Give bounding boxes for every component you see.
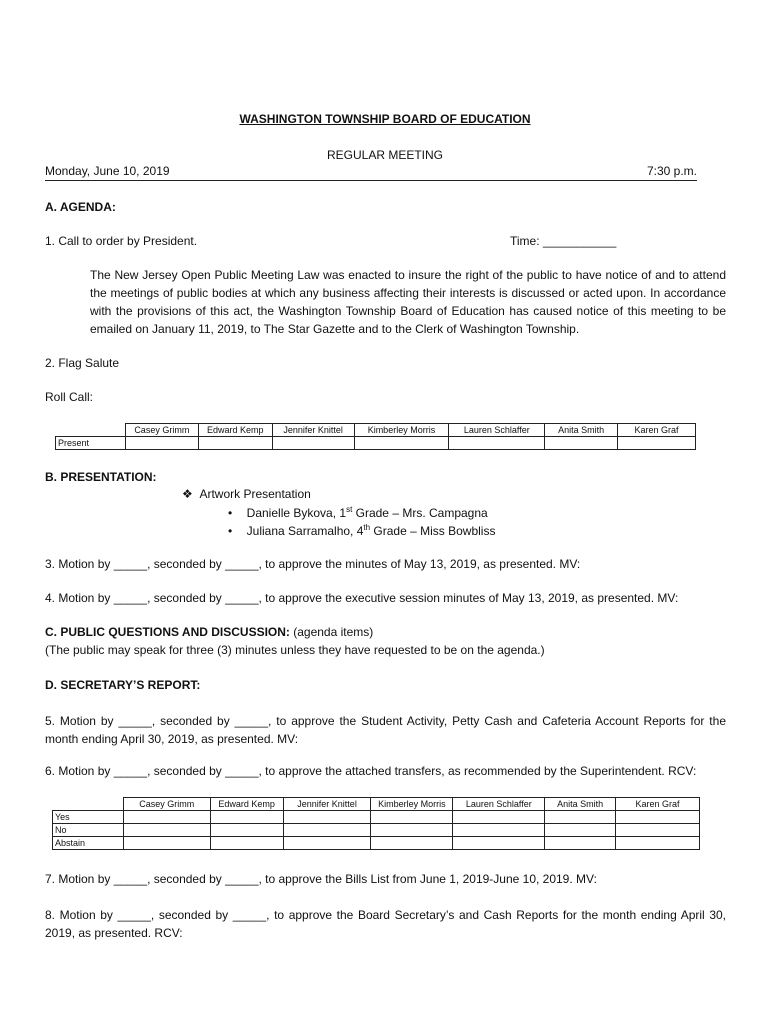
meeting-type: REGULAR MEETING bbox=[326, 148, 443, 162]
vote-cell bbox=[198, 437, 272, 450]
date-line bbox=[45, 164, 697, 181]
vote-cell bbox=[616, 837, 700, 850]
motion-7: 7. Motion by _____, seconded by _____, to approve the Bills List from June 1, 2019-June 10, 2019. MV: bbox=[45, 872, 597, 886]
vote-cell bbox=[453, 837, 545, 850]
member-header: Edward Kemp bbox=[198, 424, 272, 437]
agenda-item-1: 1. Call to order by President. bbox=[45, 234, 198, 248]
member-header: Jennifer Knittel bbox=[272, 424, 354, 437]
member-header: Anita Smith bbox=[545, 424, 618, 437]
open-meeting-notice: The New Jersey Open Public Meeting Law was enacted to insure the right of the public to have notice of and to attend the meetings of public bodies at which any business affecting their interests is discussed or acted upon. In accordance with the provisions of this act, the Washington Township Board of Education has caused notice of this meeting to be emailed on January 11, 2019, to The Star Gazette and to the Clerk of Washington Township. bbox=[90, 268, 726, 336]
vote-cell bbox=[123, 837, 210, 850]
motion-3: 3. Motion by _____, seconded by _____, to approve the minutes of May 13, 2019, as presented. MV: bbox=[45, 557, 581, 571]
vote-cell bbox=[210, 811, 283, 824]
motion-5: 5. Motion by _____, seconded by _____, to approve the Student Activity, Petty Cash and Cafeteria Account Reports for the month ending April 30, 2019, as presented. MV: bbox=[45, 714, 726, 746]
vote-cell bbox=[123, 824, 210, 837]
table-row bbox=[53, 824, 700, 837]
subitem-text-tail: Grade – Miss Bowbliss bbox=[370, 524, 496, 538]
vote-cell bbox=[283, 824, 371, 837]
bullet-icon: • bbox=[228, 506, 233, 520]
diamond-bullet-icon: ❖ bbox=[182, 487, 193, 501]
vote-cell bbox=[449, 437, 545, 450]
row-label: Abstain bbox=[53, 837, 124, 850]
roll-call-table bbox=[55, 423, 696, 450]
member-header: Karen Graf bbox=[618, 424, 696, 437]
vote-cell bbox=[371, 837, 453, 850]
row-label: Present bbox=[56, 437, 126, 450]
member-header: Jennifer Knittel bbox=[283, 798, 371, 811]
agenda-heading: A. AGENDA: bbox=[45, 200, 116, 214]
vote-cell bbox=[545, 811, 616, 824]
subitem-text-tail: Grade – Mrs. Campagna bbox=[352, 506, 488, 520]
member-header: Casey Grimm bbox=[123, 798, 210, 811]
presentation-item-label: Artwork Presentation bbox=[199, 487, 311, 501]
motion-4: 4. Motion by _____, seconded by _____, to approve the executive session minutes of May 13, 2019, as presented. MV: bbox=[45, 591, 679, 605]
member-header: Anita Smith bbox=[545, 798, 616, 811]
roll-call-label: Roll Call: bbox=[45, 390, 94, 404]
subitem-text: Danielle Bykova, 1 bbox=[246, 506, 347, 520]
motion-6: 6. Motion by _____, seconded by _____, to approve the attached transfers, as recommended by the Superintendent. RCV: bbox=[45, 764, 697, 778]
vote-cell bbox=[616, 811, 700, 824]
member-header: Kimberley Morris bbox=[371, 798, 453, 811]
member-header: Edward Kemp bbox=[210, 798, 283, 811]
vote-cell bbox=[283, 811, 371, 824]
public-heading bbox=[45, 625, 373, 639]
public-note: (The public may speak for three (3) minutes unless they have requested to be on the agenda.) bbox=[45, 643, 545, 657]
motion-8: 8. Motion by _____, seconded by _____, to approve the Board Secretary’s and Cash Reports for the month ending April 30, 2019, as presented. RCV: bbox=[45, 908, 726, 940]
vote-cell bbox=[545, 837, 616, 850]
vote-cell bbox=[354, 437, 449, 450]
member-header: Kimberley Morris bbox=[354, 424, 449, 437]
vote-cell bbox=[616, 824, 700, 837]
secretary-heading: D. SECRETARY’S REPORT: bbox=[45, 678, 201, 692]
table-header-row bbox=[53, 798, 700, 811]
bullet-icon: • bbox=[228, 524, 233, 538]
table-corner-cell bbox=[53, 798, 124, 811]
vote-cell bbox=[545, 437, 618, 450]
vote-cell bbox=[453, 824, 545, 837]
presentation-item bbox=[182, 487, 311, 501]
vote-cell bbox=[125, 437, 198, 450]
public-heading-label: C. PUBLIC QUESTIONS AND DISCUSSION: bbox=[45, 625, 290, 639]
document-title: WASHINGTON TOWNSHIP BOARD OF EDUCATION bbox=[239, 112, 531, 126]
table-row bbox=[56, 437, 696, 450]
presentation-subitem-1 bbox=[228, 505, 488, 520]
member-header: Casey Grimm bbox=[125, 424, 198, 437]
subitem-text: Juliana Sarramalho, 4 bbox=[246, 524, 364, 538]
public-heading-suffix: (agenda items) bbox=[289, 625, 374, 639]
vote-table bbox=[52, 797, 700, 850]
presentation-subitem-2 bbox=[228, 523, 495, 538]
subitem-superscript: st bbox=[346, 505, 353, 514]
presentation-heading: B. PRESENTATION: bbox=[45, 470, 157, 484]
vote-cell bbox=[210, 824, 283, 837]
table-corner-cell bbox=[56, 424, 126, 437]
vote-cell bbox=[283, 837, 371, 850]
vote-cell bbox=[545, 824, 616, 837]
subitem-superscript: th bbox=[363, 523, 371, 532]
member-header: Lauren Schlaffer bbox=[453, 798, 545, 811]
member-header: Lauren Schlaffer bbox=[449, 424, 545, 437]
meeting-date: Monday, June 10, 2019 bbox=[45, 164, 170, 178]
vote-cell bbox=[123, 811, 210, 824]
vote-cell bbox=[272, 437, 354, 450]
row-label: No bbox=[53, 824, 124, 837]
agenda-item-2: 2. Flag Salute bbox=[45, 356, 120, 370]
vote-cell bbox=[618, 437, 696, 450]
member-header: Karen Graf bbox=[616, 798, 700, 811]
vote-cell bbox=[210, 837, 283, 850]
vote-cell bbox=[371, 824, 453, 837]
table-row bbox=[53, 811, 700, 824]
call-to-order-time: Time: ___________ bbox=[510, 234, 617, 248]
vote-cell bbox=[371, 811, 453, 824]
row-label: Yes bbox=[53, 811, 124, 824]
table-row bbox=[53, 837, 700, 850]
vote-cell bbox=[453, 811, 545, 824]
meeting-time: 7:30 p.m. bbox=[646, 164, 697, 178]
table-header-row bbox=[56, 424, 696, 437]
